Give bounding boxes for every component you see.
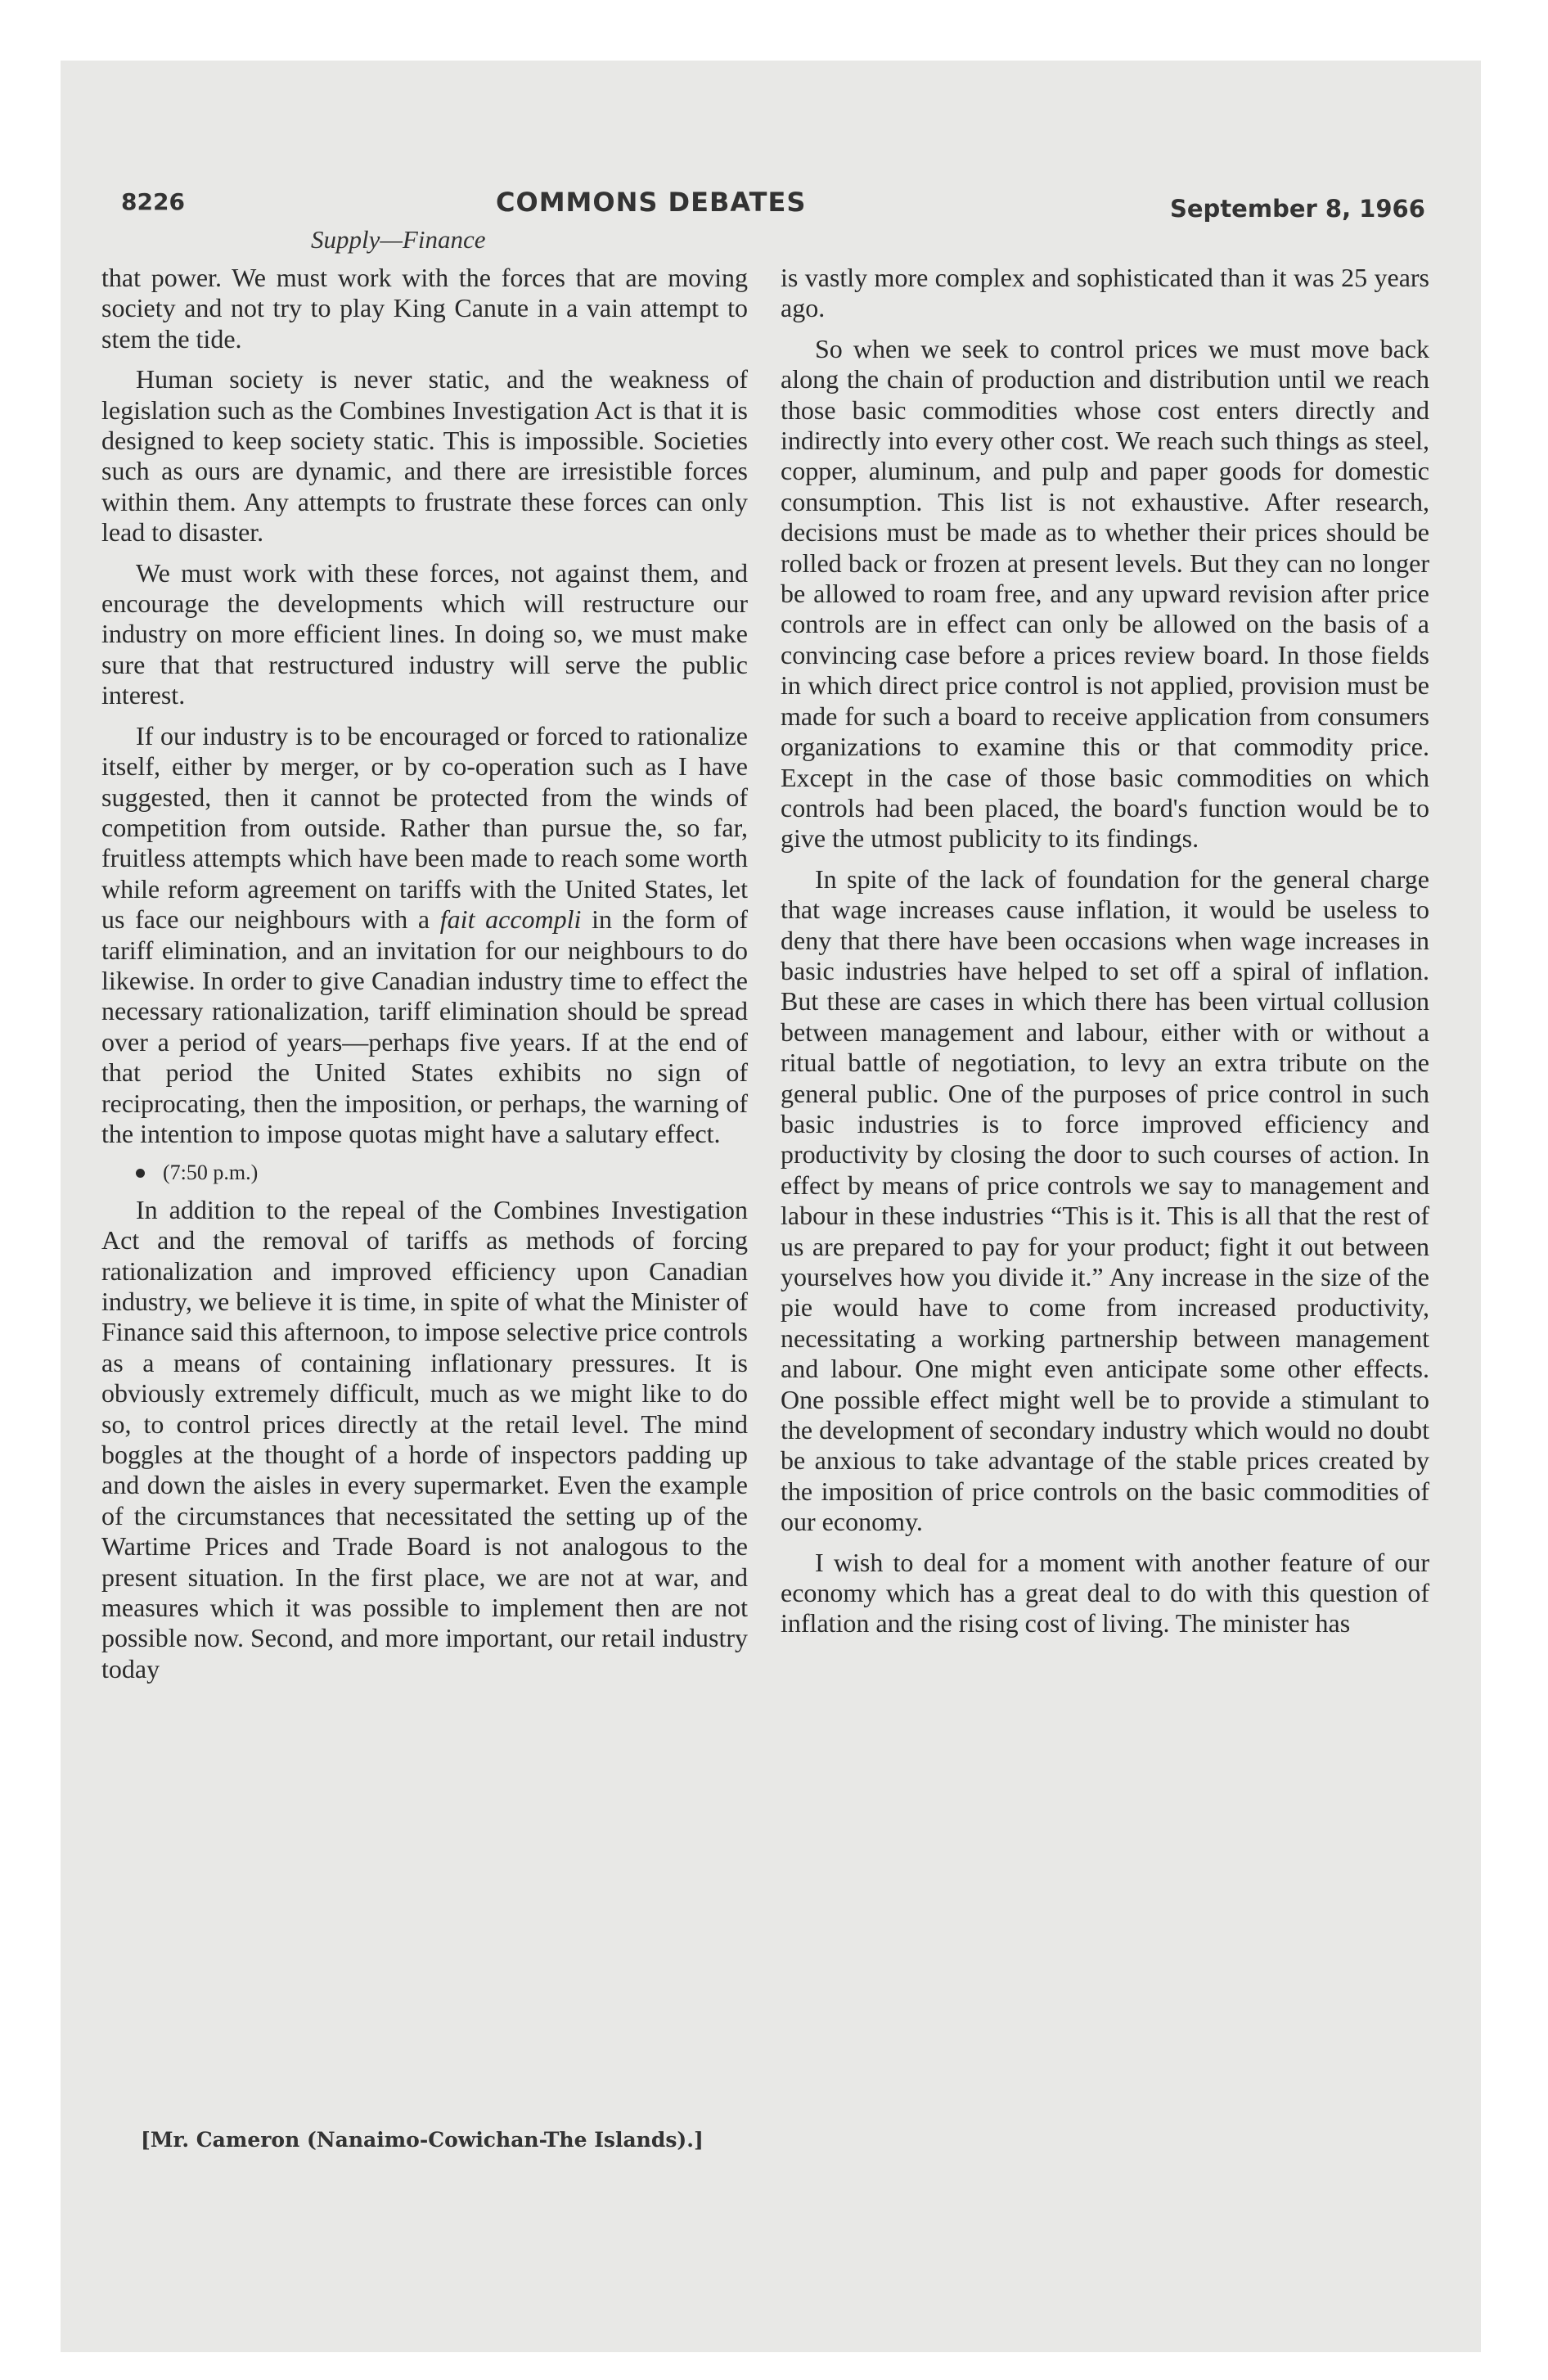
- page-number: 8226: [121, 188, 185, 215]
- left-paragraph-4-start: If our industry is to be encouraged or forced to rationalize itself, either by merger, or by co-operation such as I have suggested, then it cannot be protected from the winds of competition from outside. Rather than pursue the, so far, fruitless attempts which have been made to reach some worth while reform agreement on tariffs with the United States, let us face our neighbours with a: [101, 720, 748, 935]
- left-paragraph-3: We must work with these forces, not against them, and encourage the developments which will restructure our industry on more efficient lines. In doing so, we must make sure that that restructured industry will serve the public interest.: [101, 557, 748, 710]
- section-heading: Supply—Finance: [311, 225, 486, 254]
- page-date: September 8, 1966: [1170, 195, 1425, 223]
- left-paragraph-5: In addition to the repeal of the Combines Investigation Act and the removal of tariffs as methods of forcing rationalization and improved efficiency upon Canadian industry, we believe it is time, in spite of what the Minister of Finance said this afternoon, to impose selective price controls as a means of containing inflationary pressures. It is obviously extremely difficult, much as we might like to do so, to control prices directly at the retail level. The mind boggles at the thought of a horde of inspectors padding up and down the aisles in every supermarket. Even the example of the circumstances that necessitated the setting up of the Wartime Prices and Trade Board is not analogous to the present situation. In the first place, we are not at war, and measures which it was possible to implement then are not possible now. Second, and more important, our retail industry today: [101, 1194, 748, 1684]
- left-paragraph-2: Human society is never static, and the weakness of legislation such as the Combines Investigation Act is that it is designed to keep society static. This is impossible. Societies such as ours are dynamic, and there are irresistible forces within them. Any attempts to frustrate these forces can only lead to disaster.: [101, 364, 748, 548]
- right-column: [781, 263, 1429, 1639]
- right-paragraph-2: So when we seek to control prices we must move back along the chain of production and distribution until we reach those basic commodities whose cost enters directly and indirectly into every other cost. We reach such things as steel, copper, aluminum, and pulp and paper goods for domestic consumption. This list is not exhaustive. After research, decisions must be made as to whether their prices should be rolled back or frozen at present levels. But they can no longer be allowed to roam free, and any upward revision after price controls are in effect can only be allowed on the basis of a convincing case before a prices review board. In those fields in which direct price control is not applied, provision must be made for such a board to receive application from consumers organizations to examine this or that commodity price. Except in the case of those basic commodities on which controls had been placed, the board's function would be to give the utmost publicity to its findings.: [781, 333, 1429, 854]
- time-marker-text: (7:50 p.m.): [163, 1161, 259, 1185]
- bullet-icon: [136, 1169, 145, 1178]
- speaker-attribution: [Mr. Cameron (Nanaimo-Cowichan-The Islands).]: [141, 2128, 704, 2152]
- left-paragraph-4-italic: fait accompli: [439, 904, 582, 935]
- left-paragraph-4: [101, 721, 748, 1150]
- right-paragraph-1: is vastly more complex and sophisticated than it was 25 years ago.: [781, 263, 1429, 323]
- left-column: [101, 263, 748, 1684]
- right-paragraph-4: I wish to deal for a moment with another feature of our economy which has a great deal to do with this question of inflation and the rising cost of living. The minister has: [781, 1547, 1429, 1639]
- left-paragraph-1: that power. We must work with the forces that are moving society and not try to play King Canute in a vain attempt to stem the tide.: [101, 263, 748, 354]
- left-paragraph-4-end: in the form of tariff elimination, and an invitation for our neighbours to do likewise. In order to give Canadian industry time to effect the necessary rationalization, tariff elimination should be spread over a period of years—perhaps five years. If at the end of that period the United States exhibits no sign of reciprocating, then the imposition, or perhaps, the warning of the intention to impose quotas might have a salutary effect.: [101, 904, 749, 1148]
- time-marker: [101, 1157, 748, 1188]
- right-paragraph-3: In spite of the lack of foundation for the general charge that wage increases cause inflation, it would be useless to deny that there have been occasions when wage increases in basic industries have helped to set off a spiral of inflation. But these are cases in which there has been virtual collusion between management and labour, either with or without a ritual battle of negotiation, to levy an extra tribute on the general public. One of the purposes of price control in such basic industries is to force improved efficiency and productivity by closing the door to such courses of action. In effect by means of price controls we say to management and labour in these industries “This is it. This is all that the rest of us are prepared to pay for your product; fight it out between yourselves how you divide it.” Any increase in the size of the pie would have to come from increased productivity, necessitating a working partnership between management and labour. One might even anticipate some other effects. One possible effect might well be to provide a stimulant to the development of secondary industry which would no doubt be anxious to take advantage of the stable prices created by the imposition of price controls on the basic commodities of our economy.: [781, 863, 1429, 1537]
- running-title: COMMONS DEBATES: [496, 187, 807, 218]
